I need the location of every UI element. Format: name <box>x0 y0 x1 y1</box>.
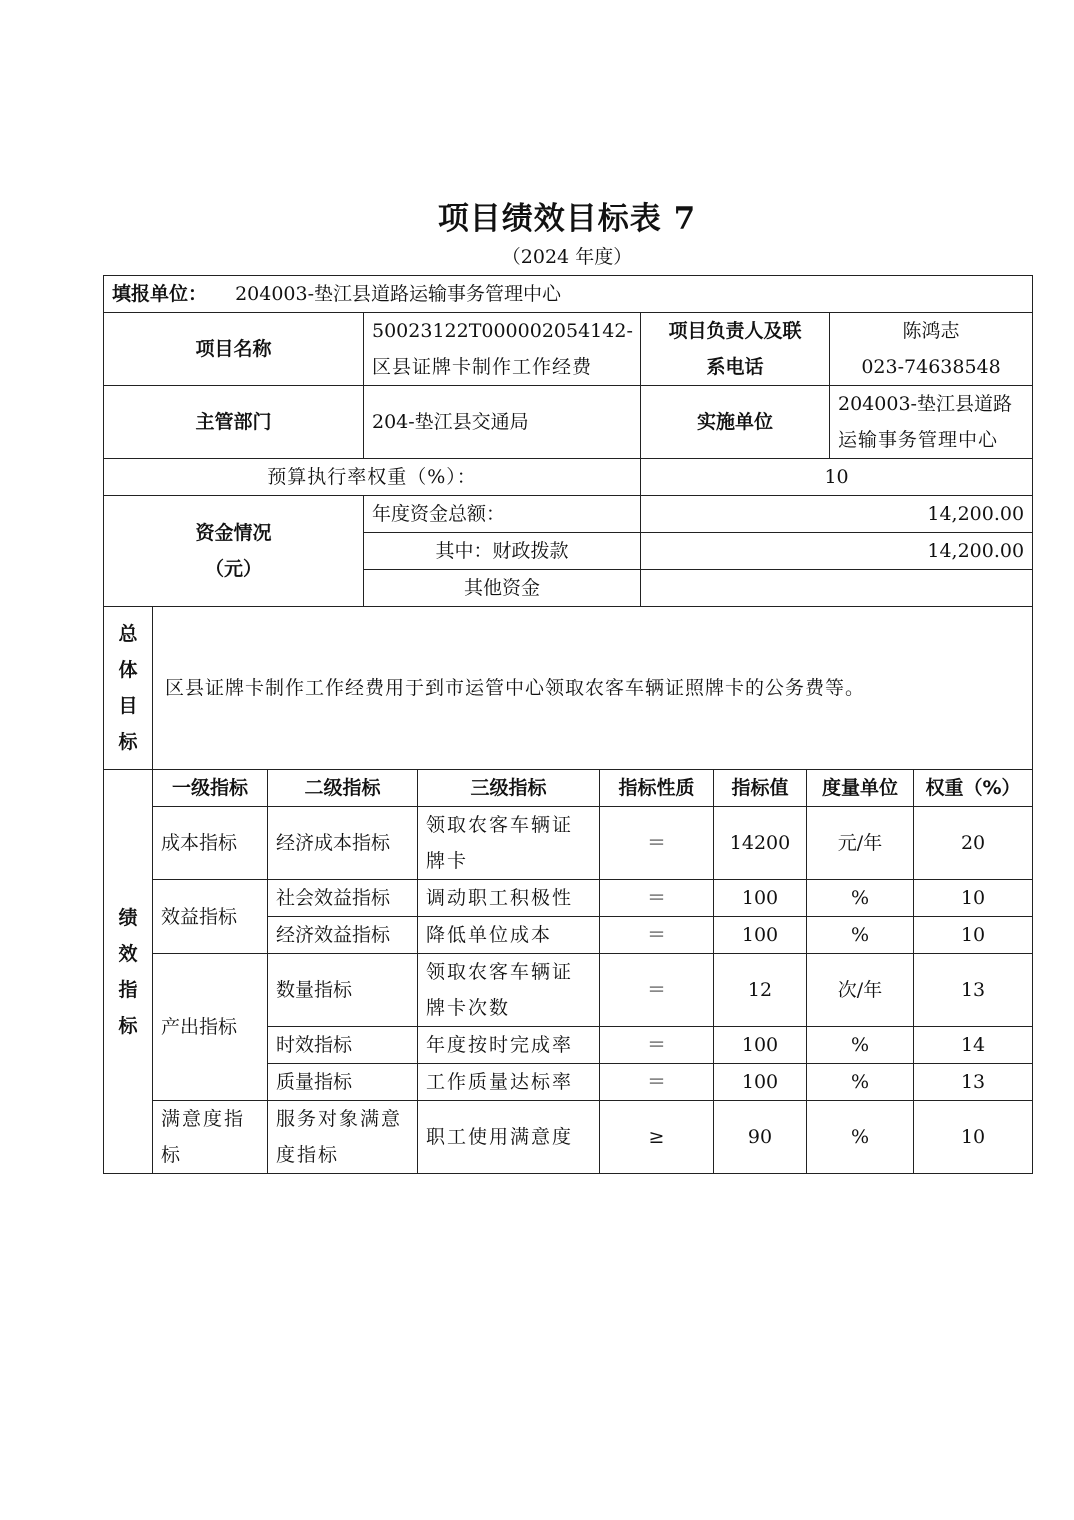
funds-label-line: （元） <box>204 558 262 580</box>
weight-cell: 13 <box>914 1064 1033 1101</box>
unit-cell: % <box>807 1064 914 1101</box>
impl-line: 204003-垫江县道路 <box>838 393 1012 415</box>
goal-label-char: 标 <box>118 731 138 753</box>
value-cell: 14200 <box>714 807 807 880</box>
level3-cell: 领取农客车辆证牌卡 <box>418 807 600 880</box>
level3-cell: 降低单位成本 <box>418 917 600 954</box>
goal-label-char: 总 <box>118 623 138 645</box>
funds-other-value <box>641 570 1033 607</box>
owner-label-line: 项目负责人及联 <box>668 320 802 342</box>
level1-cell: 效益指标 <box>153 880 268 954</box>
weight-cell: 13 <box>914 954 1033 1027</box>
level3-cell: 工作质量达标率 <box>418 1064 600 1101</box>
weight-cell: 20 <box>914 807 1033 880</box>
reporting-unit-value: 204003-垫江县道路运输事务管理中心 <box>235 283 562 305</box>
funds-label <box>104 496 364 607</box>
owner-name: 陈鸿志 <box>902 320 960 342</box>
header-level3: 三级指标 <box>418 770 600 807</box>
table-row <box>104 954 1033 1027</box>
indicators-label-char: 效 <box>118 942 138 965</box>
level2-cell: 质量指标 <box>268 1064 418 1101</box>
value-cell: 90 <box>714 1101 807 1174</box>
level2-cell: 数量指标 <box>268 954 418 1027</box>
level3-cell: 年度按时完成率 <box>418 1027 600 1064</box>
reporting-unit-label: 填报单位： <box>112 283 208 305</box>
level2-cell: 时效指标 <box>268 1027 418 1064</box>
funds-other-label: 其他资金 <box>364 570 641 607</box>
level2-cell: 经济效益指标 <box>268 917 418 954</box>
level2-cell: 社会效益指标 <box>268 880 418 917</box>
budget-weight-label: 预算执行率权重（%）： <box>104 459 641 496</box>
goal-label-char: 体 <box>118 659 138 681</box>
nature-cell: ＝ <box>600 1027 714 1064</box>
header-nature: 指标性质 <box>600 770 714 807</box>
level1-cell: 产出指标 <box>153 954 268 1101</box>
indicators-label <box>104 770 153 1174</box>
performance-target-table <box>103 275 1033 1174</box>
owner-label-line: 系电话 <box>706 356 764 378</box>
level2-cell: 服务对象满意度指标 <box>268 1101 418 1174</box>
header-level2: 二级指标 <box>268 770 418 807</box>
level1-cell: 满意度指标 <box>153 1101 268 1174</box>
value-cell: 12 <box>714 954 807 1027</box>
nature-cell: ＝ <box>600 917 714 954</box>
funds-fiscal-value: 14,200.00 <box>641 533 1033 570</box>
weight-cell: 14 <box>914 1027 1033 1064</box>
goal-row <box>104 607 1033 770</box>
goal-label <box>104 607 153 770</box>
value-cell: 100 <box>714 917 807 954</box>
project-code: 50023122T000002054142- <box>372 320 633 342</box>
nature-cell: ＝ <box>600 807 714 880</box>
implementing-unit-value <box>830 386 1033 459</box>
impl-line: 运输事务管理中心 <box>838 429 999 451</box>
budget-weight-value: 10 <box>641 459 1033 496</box>
level3-cell: 领取农客车辆证牌卡次数 <box>418 954 600 1027</box>
indicators-label-char: 指 <box>118 978 138 1001</box>
project-name-label: 项目名称 <box>104 313 364 386</box>
nature-cell: ＝ <box>600 954 714 1027</box>
department-value: 204-垫江县交通局 <box>364 386 641 459</box>
unit-cell: 次/年 <box>807 954 914 1027</box>
goal-label-char: 目 <box>118 695 138 717</box>
level3-cell: 职工使用满意度 <box>418 1101 600 1174</box>
unit-cell: % <box>807 1027 914 1064</box>
reporting-unit-row <box>104 276 1033 313</box>
owner-phone: 023-74638548 <box>861 356 1001 378</box>
nature-cell: ≥ <box>600 1101 714 1174</box>
goal-text: 区县证牌卡制作工作经费用于到市运管中心领取农客车辆证照牌卡的公务费等。 <box>153 607 1033 770</box>
table-row <box>104 880 1033 917</box>
implementing-unit-label: 实施单位 <box>641 386 830 459</box>
page-title: 项目绩效目标表 7 <box>437 201 697 237</box>
level3-cell: 调动职工积极性 <box>418 880 600 917</box>
funds-row <box>104 496 1033 533</box>
funds-total-label: 年度资金总额： <box>364 496 641 533</box>
nature-cell: ＝ <box>600 1064 714 1101</box>
funds-fiscal-label: 其中：财政拨款 <box>364 533 641 570</box>
header-level1: 一级指标 <box>153 770 268 807</box>
weight-cell: 10 <box>914 880 1033 917</box>
project-name-value <box>364 313 641 386</box>
unit-cell: % <box>807 1101 914 1174</box>
department-label: 主管部门 <box>104 386 364 459</box>
level1-cell: 成本指标 <box>153 807 268 880</box>
project-title: 区县证牌卡制作工作经费 <box>372 356 593 378</box>
header-weight: 权重（%） <box>914 770 1033 807</box>
indicators-label-char: 绩 <box>118 906 138 929</box>
value-cell: 100 <box>714 880 807 917</box>
nature-cell: ＝ <box>600 880 714 917</box>
header-value: 指标值 <box>714 770 807 807</box>
unit-cell: % <box>807 880 914 917</box>
page-subtitle: （2024 年度） <box>501 246 633 268</box>
weight-cell: 10 <box>914 1101 1033 1174</box>
project-owner-value <box>830 313 1033 386</box>
weight-cell: 10 <box>914 917 1033 954</box>
level2-cell: 经济成本指标 <box>268 807 418 880</box>
table-row <box>104 1101 1033 1174</box>
unit-cell: 元/年 <box>807 807 914 880</box>
value-cell: 100 <box>714 1027 807 1064</box>
header-unit: 度量单位 <box>807 770 914 807</box>
value-cell: 100 <box>714 1064 807 1101</box>
funds-label-line: 资金情况 <box>195 522 272 544</box>
department-row <box>104 386 1033 459</box>
budget-weight-row <box>104 459 1033 496</box>
project-name-row <box>104 313 1033 386</box>
funds-total-value: 14,200.00 <box>641 496 1033 533</box>
project-owner-label <box>641 313 830 386</box>
indicators-label-char: 标 <box>118 1014 138 1037</box>
indicator-header-row <box>104 770 1033 807</box>
unit-cell: % <box>807 917 914 954</box>
table-row <box>104 807 1033 880</box>
